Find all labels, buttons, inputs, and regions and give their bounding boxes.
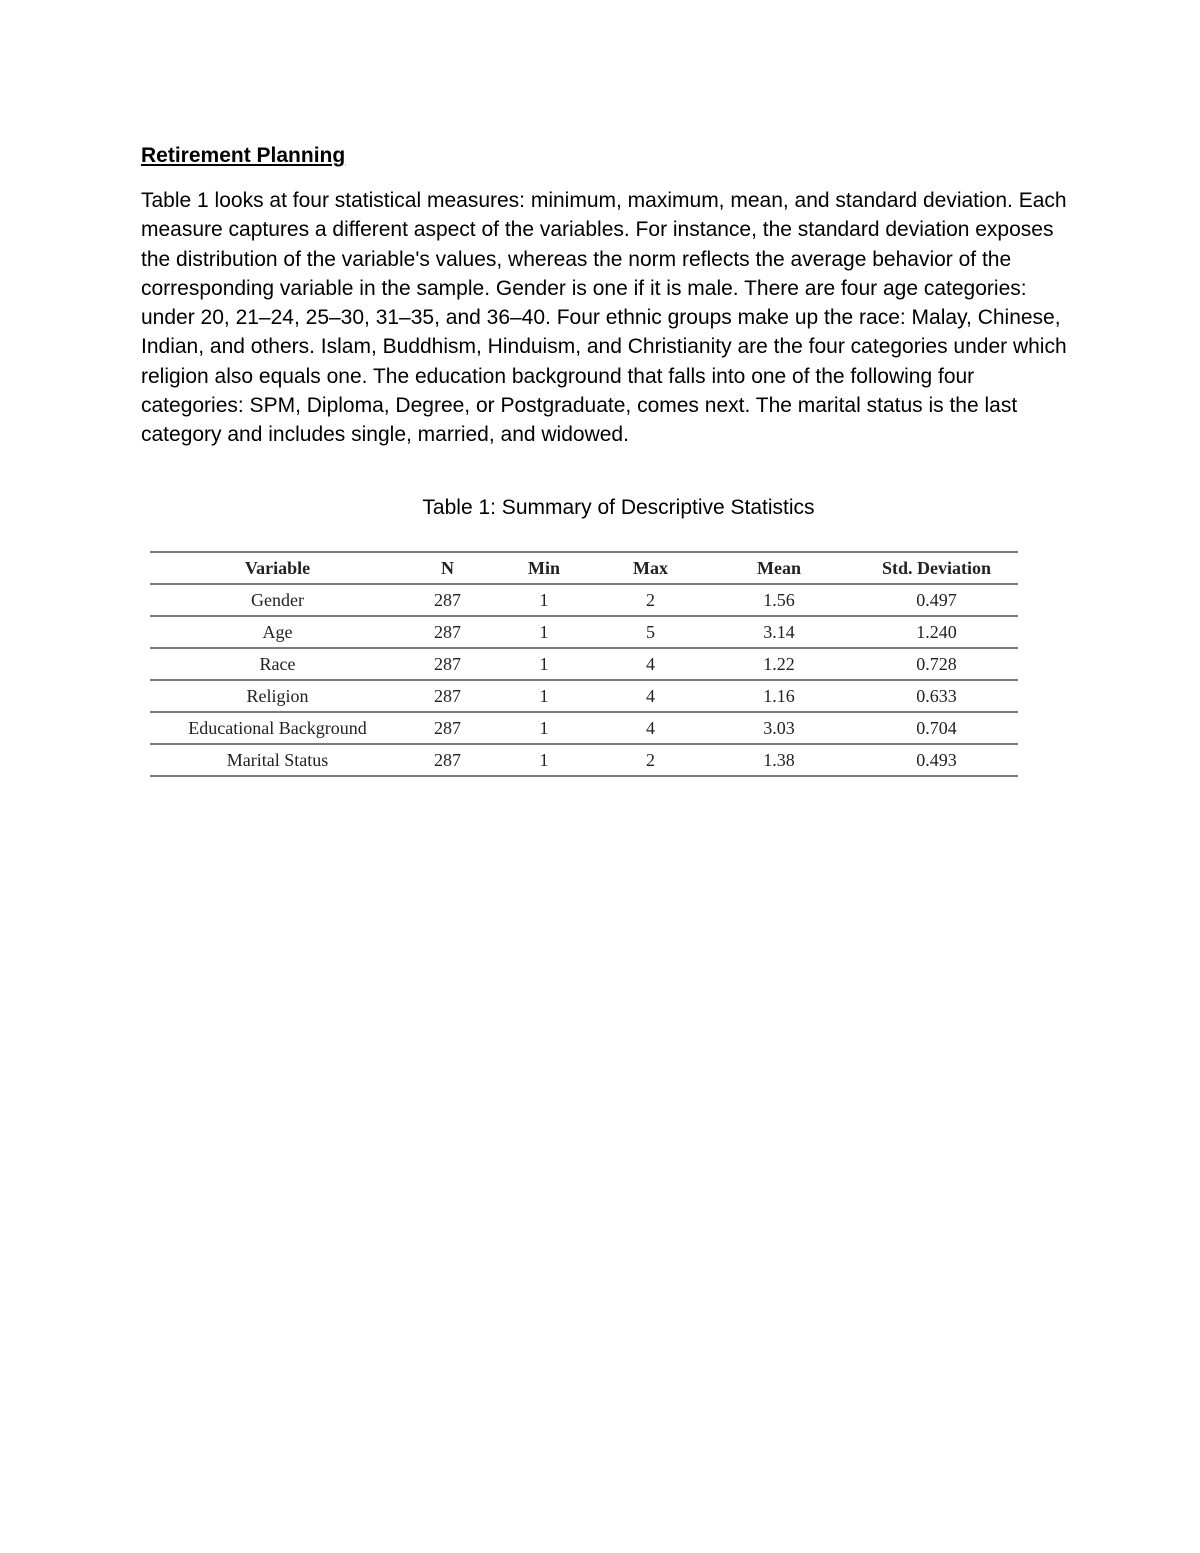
cell-variable: Educational Background <box>150 712 405 744</box>
cell-n: 287 <box>405 584 490 616</box>
table-row <box>150 712 1018 744</box>
header-max: Max <box>598 552 703 584</box>
header-mean: Mean <box>703 552 855 584</box>
cell-std-deviation: 0.728 <box>855 648 1018 680</box>
table-row <box>150 584 1018 616</box>
cell-min: 1 <box>490 680 598 712</box>
cell-variable: Age <box>150 616 405 648</box>
cell-max: 4 <box>598 648 703 680</box>
cell-std-deviation: 0.704 <box>855 712 1018 744</box>
header-n: N <box>405 552 490 584</box>
cell-max: 5 <box>598 616 703 648</box>
section-heading: Retirement Planning <box>141 144 346 167</box>
cell-max: 2 <box>598 584 703 616</box>
table-row <box>150 744 1018 776</box>
cell-mean: 1.56 <box>703 584 855 616</box>
cell-n: 287 <box>405 680 490 712</box>
cell-std-deviation: 0.497 <box>855 584 1018 616</box>
header-std-deviation: Std. Deviation <box>855 552 1018 584</box>
cell-max: 2 <box>598 744 703 776</box>
cell-max: 4 <box>598 712 703 744</box>
cell-variable: Marital Status <box>150 744 405 776</box>
header-variable: Variable <box>150 552 405 584</box>
cell-std-deviation: 1.240 <box>855 616 1018 648</box>
body-paragraph: Table 1 looks at four statistical measures: minimum, maximum, mean, and standard deviation. Each measure captures a different aspect of the variables. For instance, the standard deviation exposes the distribution of the variable's values, whereas the norm reflects the average behavior of the corresponding variable in the sample. Gender is one if it is male. There are four age categories: under 20, 21–24, 25–30, 31–35, and 36–40. Four ethnic groups make up the race: Malay, Chinese, Indian, and others. Islam, Buddhism, Hinduism, and Christianity are the four categories under which religion also equals one. The education background that falls into one of the following four categories: SPM, Diploma, Degree, or Postgraduate, comes next. The marital status is the last category and includes single, married, and widowed. <box>141 189 1067 447</box>
cell-variable: Religion <box>150 680 405 712</box>
cell-mean: 3.03 <box>703 712 855 744</box>
descriptive-statistics-table <box>150 551 1018 777</box>
cell-std-deviation: 0.493 <box>855 744 1018 776</box>
descriptive-statistics-table-container <box>150 551 1018 777</box>
cell-min: 1 <box>490 616 598 648</box>
cell-min: 1 <box>490 712 598 744</box>
cell-variable: Gender <box>150 584 405 616</box>
cell-min: 1 <box>490 648 598 680</box>
cell-max: 4 <box>598 680 703 712</box>
table-body <box>150 584 1018 776</box>
cell-mean: 1.38 <box>703 744 855 776</box>
cell-n: 287 <box>405 744 490 776</box>
cell-mean: 3.14 <box>703 616 855 648</box>
table-row <box>150 680 1018 712</box>
table-caption: Table 1: Summary of Descriptive Statistics <box>422 496 815 519</box>
cell-variable: Race <box>150 648 405 680</box>
cell-min: 1 <box>490 744 598 776</box>
cell-min: 1 <box>490 584 598 616</box>
cell-std-deviation: 0.633 <box>855 680 1018 712</box>
table-header-row <box>150 552 1018 584</box>
cell-n: 287 <box>405 712 490 744</box>
header-min: Min <box>490 552 598 584</box>
table-row <box>150 648 1018 680</box>
cell-n: 287 <box>405 648 490 680</box>
cell-mean: 1.16 <box>703 680 855 712</box>
cell-n: 287 <box>405 616 490 648</box>
table-row <box>150 616 1018 648</box>
table-header <box>150 552 1018 584</box>
cell-mean: 1.22 <box>703 648 855 680</box>
